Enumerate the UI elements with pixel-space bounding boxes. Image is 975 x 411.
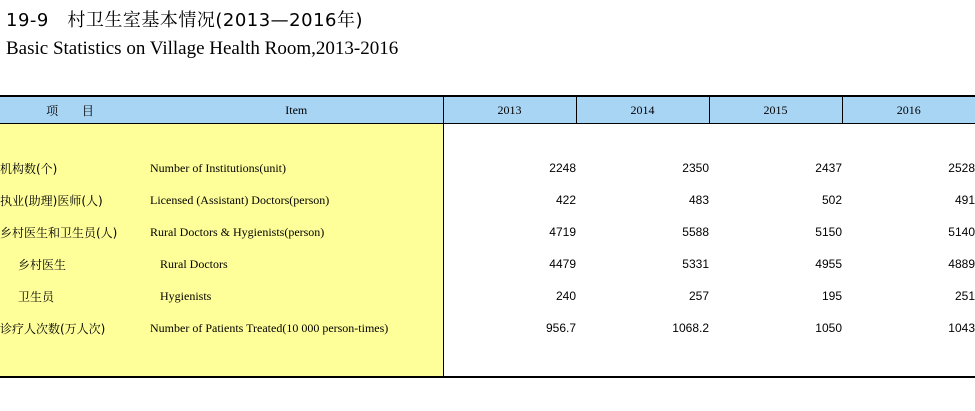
table-row bbox=[0, 312, 975, 344]
table-cell: 502 bbox=[821, 193, 842, 207]
row-label-chinese: 执业(助理)医师(人) bbox=[0, 184, 150, 216]
row-label-english: Number of Institutions(unit) bbox=[150, 152, 443, 184]
table-cell: 240 bbox=[555, 289, 576, 303]
table-cell: 4719 bbox=[549, 225, 576, 239]
table-cell: 491 bbox=[954, 193, 975, 207]
table-cell: 195 bbox=[821, 289, 842, 303]
row-label-english: Licensed (Assistant) Doctors(person) bbox=[150, 184, 443, 216]
page-title-english: Basic Statistics on Village Health Room,2013-2016 bbox=[6, 38, 399, 59]
table-cell: 5588 bbox=[682, 225, 709, 239]
table-cell: 483 bbox=[688, 193, 709, 207]
table-cell: 5331 bbox=[682, 257, 709, 271]
year-header: 2015 bbox=[709, 96, 842, 124]
table-cell: 257 bbox=[688, 289, 709, 303]
row-label-chinese: 乡村医生 bbox=[0, 248, 150, 280]
table-row bbox=[0, 280, 975, 312]
table-cell: 956.7 bbox=[545, 321, 576, 335]
row-label-chinese: 乡村医生和卫生员(人) bbox=[0, 216, 150, 248]
table-cell: 2528 bbox=[948, 161, 975, 175]
spacer-row bbox=[0, 124, 975, 153]
table-row bbox=[0, 152, 975, 184]
table-cell: 1050 bbox=[815, 321, 842, 335]
row-label-chinese: 卫生员 bbox=[0, 280, 150, 312]
table-cell: 251 bbox=[954, 289, 975, 303]
table-cell: 1068.2 bbox=[672, 321, 709, 335]
table-header-row bbox=[0, 96, 975, 124]
item-header-english: Item bbox=[150, 96, 443, 124]
table-row bbox=[0, 216, 975, 248]
table-cell: 422 bbox=[555, 193, 576, 207]
year-header: 2013 bbox=[443, 96, 576, 124]
table-cell: 1043 bbox=[948, 321, 975, 335]
row-label-english: Hygienists bbox=[150, 280, 443, 312]
table-cell: 5150 bbox=[815, 225, 842, 239]
year-header: 2016 bbox=[842, 96, 975, 124]
table-cell: 2437 bbox=[815, 161, 842, 175]
table-row bbox=[0, 184, 975, 216]
page-title-chinese: 19-9 村卫生室基本情况(2013—2016年) bbox=[6, 10, 364, 31]
table-cell: 2350 bbox=[682, 161, 709, 175]
table-cell: 4955 bbox=[815, 257, 842, 271]
row-label-english: Number of Patients Treated(10 000 person-times) bbox=[150, 312, 443, 344]
table-cell: 2248 bbox=[549, 161, 576, 175]
table-cell: 5140 bbox=[948, 225, 975, 239]
spacer-row bbox=[0, 344, 975, 377]
table-cell: 4889 bbox=[948, 257, 975, 271]
table-row bbox=[0, 248, 975, 280]
row-label-english: Rural Doctors bbox=[150, 248, 443, 280]
row-label-english: Rural Doctors & Hygienists(person) bbox=[150, 216, 443, 248]
statistics-table bbox=[0, 95, 975, 378]
year-header: 2014 bbox=[576, 96, 709, 124]
row-label-chinese: 诊疗人次数(万人次) bbox=[0, 312, 150, 344]
row-label-chinese: 机构数(个) bbox=[0, 152, 150, 184]
item-header-chinese: 项 目 bbox=[0, 96, 150, 124]
table-cell: 4479 bbox=[549, 257, 576, 271]
